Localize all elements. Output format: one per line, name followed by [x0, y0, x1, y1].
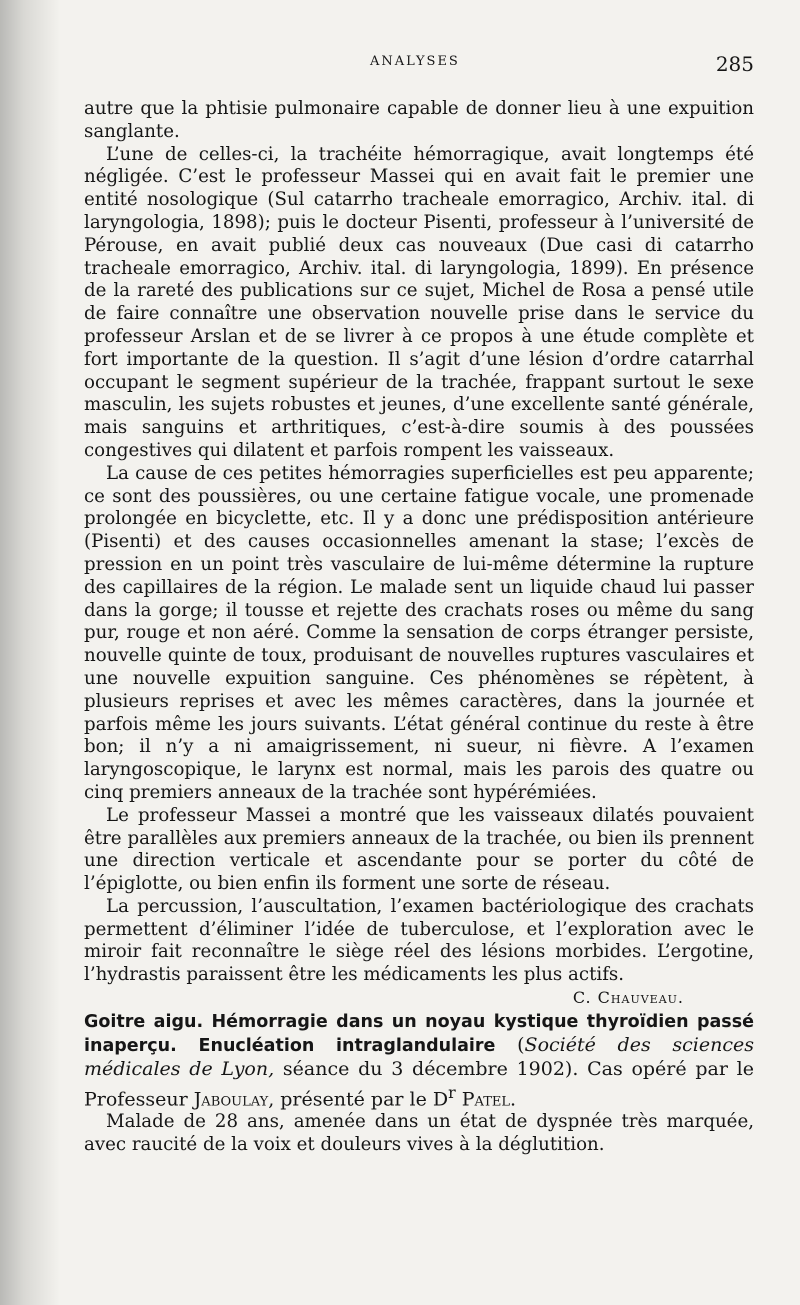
presenter-name: Patel — [461, 1088, 511, 1111]
paragraph-massei: Le professeur Massei a montré que les vaisseaux dilatés pouvaient être parallèles aux premiers anneaux de la trachée, ou bien ils prennent une direction verticale et ascendante pour se porter du côté de l’épiglotte, ou bien enfin ils forment une sorte de réseau. — [84, 804, 754, 895]
paragraph-cause: La cause de ces petites hémorragies superficielles est peu apparente; ce sont des poussières, ou une certaine fatigue vocale, une promenade prolongée en bicyclette, etc. Il y a donc une prédisposition antérieure (Pisenti) et des causes occasionnelles amenant la stase; l’excès de pression en un point très vasculaire de lui-même détermine la rupture des capillaires de la région. Le malade sent un liquide chaud lui passer dans la gorge; il tousse et rejette des crachats roses ou même du sang pur, rouge et non aéré. Comme la sensation de corps étranger persiste, nouvelle quinte de toux, produisant de nouvelles ruptures vasculaires et une nouvelle expuition sanguine. Ces phénomènes se répètent, à plusieurs reprises et avec les mêmes caractères, dans la journée et parfois même les jours suivants. L’état général continue du reste à être bon; il n’y a ni amaigrissement, ni sueur, ni fièvre. A l’examen laryngoscopique, le larynx est normal, mais les parois des quatre ou cinq premiers anneaux de la trachée sont hypérémiées. — [84, 462, 754, 803]
author-signature: C. Chauveau. — [572, 988, 684, 1008]
running-head — [84, 52, 754, 80]
doctor-suffix: r — [448, 1082, 456, 1102]
article-source: Société des sciences médicales de Lyon, — [84, 1033, 754, 1080]
page-gutter-shadow — [0, 0, 60, 1305]
page-number: 285 — [715, 52, 754, 76]
running-title: ANALYSES — [370, 54, 460, 69]
presented-by: , présenté par le D — [268, 1088, 449, 1111]
source-open: ( — [517, 1033, 525, 1056]
paragraph-continuation: autre que la phtisie pulmonaire capable de donner lieu à une expuition sanglante. — [84, 98, 754, 142]
end-period: . — [510, 1088, 517, 1111]
article-title: Goitre aigu. Hémorragie dans un noyau kystique thyroïdien passé inaperçu. Enucléation intraglandulaire — [84, 1011, 754, 1056]
paragraph-diagnosis: La percussion, l’auscultation, l’examen bactériologique des crachats permettent d’éliminer l’idée de tuberculose, et l’exploration avec le miroir fait reconnaître le siège réel des lésions morbides. L’ergotine, l’hydrastis paraissent être les médicaments les plus actifs. — [84, 895, 754, 986]
body-text — [84, 98, 754, 1157]
article-body: Malade de 28 ans, amenée dans un état de dyspnée très marquée, avec raucité de la voix et douleurs vives à la déglutition. — [84, 1111, 754, 1155]
paragraph-trachéite: L’une de celles-ci, la trachéite hémorragique, avait longtemps été négligée. C’est le professeur Massei qui en avait fait le premier une entité nosologique (Sul catarrho tracheale emorragico, Archiv. ital. di laryngologia, 1898); puis le docteur Pisenti, professeur à l’université de Pérouse, en avait publié deux cas nouveaux (Due casi di catarrho tracheale emorragico, Archiv. ital. di laryngologia, 1899). En présence de la rareté des publications sur ce sujet, Michel de Rosa a pensé utile de faire connaître une observation nouvelle prise dans le service du professeur Arslan et de se livrer à ce propos à une étude complète et fort importante de la question. Il s’agit d’une lésion d’ordre catarrhal occupant le segment supérieur de la trachée, frappant surtout le sexe masculin, les sujets robustes et jeunes, d’une excellente santé générale, mais sanguins et arthritiques, c’est-à-dire soumis à des poussées congestives qui dilatent et parfois rompent les vaisseaux. — [84, 143, 754, 461]
article-heading — [84, 1010, 754, 1111]
article-source-rest: séance du 3 décembre 1902). Cas opéré par le Professeur — [84, 1057, 754, 1111]
surgeon-name: Jaboulay — [193, 1088, 269, 1111]
